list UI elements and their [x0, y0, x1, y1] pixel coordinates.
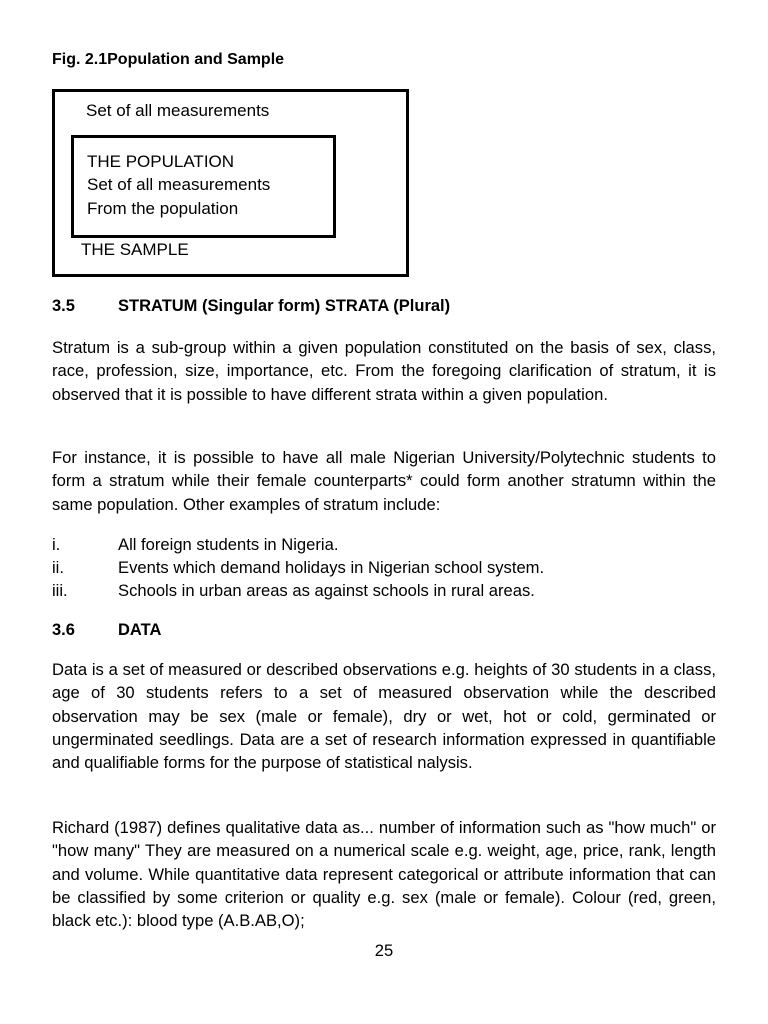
population-box — [71, 135, 336, 238]
list-item-text: Events which demand holidays in Nigerian school system. — [118, 558, 545, 577]
population-line: From the population — [87, 199, 239, 218]
list-marker: iii. — [52, 581, 68, 600]
list-item — [52, 579, 716, 602]
stratum-examples-list — [52, 533, 716, 602]
population-line: Set of all measurements — [87, 175, 271, 194]
section-heading-3-5 — [52, 297, 450, 316]
page-number: 25 — [374, 941, 394, 960]
population-title: THE POPULATION — [87, 152, 235, 171]
paragraph: Stratum is a sub-group within a given population constituted on the basis of sex, class, race, profession, size, importance, etc. From the foregoing clarification of stratum, it is observed that it is possible to have different strata within a given population. — [52, 338, 716, 404]
section-heading-3-6 — [52, 621, 161, 640]
paragraph: Data is a set of measured or described observations e.g. heights of 30 students in a class, age of 30 students refers to a set of measured observation while the described observation may be sex (male or female), dry or wet, hot or cold, germinated or ungerminated seedlings. Data are a set of research information expressed in quantifiable and qualifiable forms for the purpose of statistical nalysis. — [52, 660, 716, 773]
outer-box-label: Set of all measurements — [86, 101, 270, 120]
figure-caption: Fig. 2.1Population and Sample — [52, 51, 285, 68]
list-marker: i. — [52, 535, 61, 554]
paragraph: Richard (1987) defines qualitative data as... number of information such as "how much" or "how many" They are measured on a numerical scale e.g. weight, age, price, rank, length and volume. While quantitative data represent categorical or attribute information that can be classified by some criterion or quality e.g. sex (male or female). Colour (red, green, black etc.): blood type (A.B.AB,O); — [52, 818, 716, 931]
list-item-text: All foreign students in Nigeria. — [118, 535, 339, 554]
paragraph: For instance, it is possible to have all male Nigerian University/Polytechnic students to form a stratum while their female counterparts* could form another stratumn within the same population. Other examples of stratum include: — [52, 448, 716, 514]
list-marker: ii. — [52, 558, 64, 577]
sample-label: THE SAMPLE — [81, 240, 189, 259]
list-item — [52, 556, 716, 579]
section-title: STRATUM (Singular form) STRATA (Plural) — [118, 297, 451, 315]
section-title: DATA — [118, 621, 162, 639]
sample-box — [52, 89, 409, 277]
list-item — [52, 533, 716, 556]
list-item-text: Schools in urban areas as against schools in rural areas. — [118, 581, 535, 600]
section-number: 3.5 — [52, 297, 75, 315]
section-number: 3.6 — [52, 621, 75, 639]
